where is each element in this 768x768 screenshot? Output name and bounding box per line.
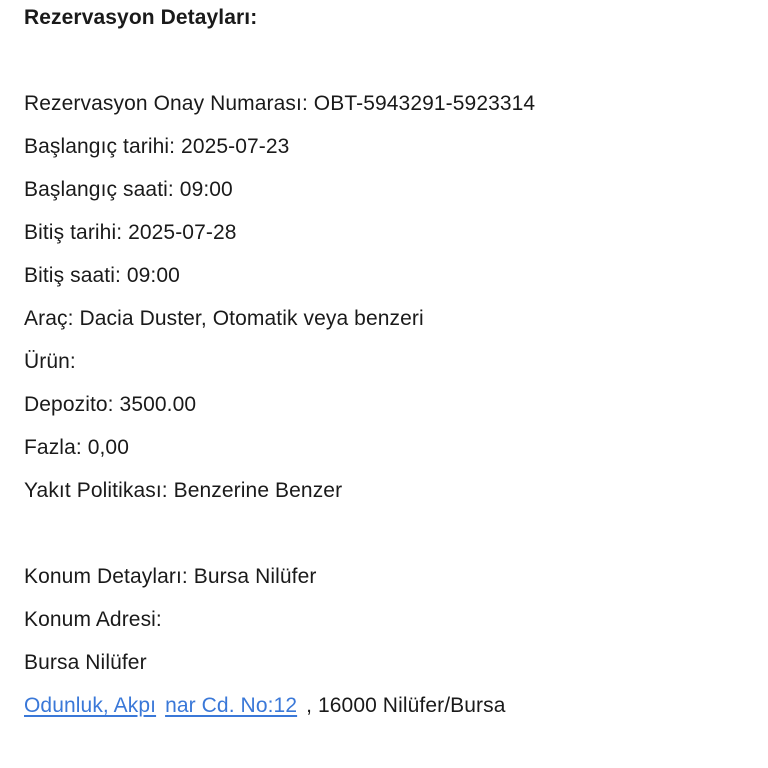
extra-fee: Fazla: 0,00 [24, 436, 129, 459]
vehicle: Araç: Dacia Duster, Otomatik veya benzeri [24, 307, 424, 330]
location-address-label: Konum Adresi: [24, 608, 162, 631]
address-link-part1[interactable]: Odunluk, Akpı [24, 694, 157, 717]
product: Ürün: [24, 350, 76, 373]
confirmation-number: Rezervasyon Onay Numarası: OBT-5943291-5923314 [24, 92, 536, 115]
deposit: Depozito: 3500.00 [24, 393, 197, 416]
end-date: Bitiş tarihi: 2025-07-28 [24, 221, 237, 244]
address-line [24, 694, 505, 718]
location-details: Konum Detayları: Bursa Nilüfer [24, 565, 317, 588]
start-date: Başlangıç tarihi: 2025-07-23 [24, 135, 290, 158]
address-link-part2[interactable]: nar Cd. No:12 [165, 694, 298, 717]
end-time: Bitiş saati: 09:00 [24, 264, 180, 287]
section-heading: Rezervasyon Detayları: [24, 6, 258, 29]
location-name: Bursa Nilüfer [24, 651, 147, 674]
start-time: Başlangıç saati: 09:00 [24, 178, 233, 201]
address-rest: , 16000 Nilüfer/Bursa [306, 694, 506, 717]
fuel-policy: Yakıt Politikası: Benzerine Benzer [24, 479, 343, 502]
